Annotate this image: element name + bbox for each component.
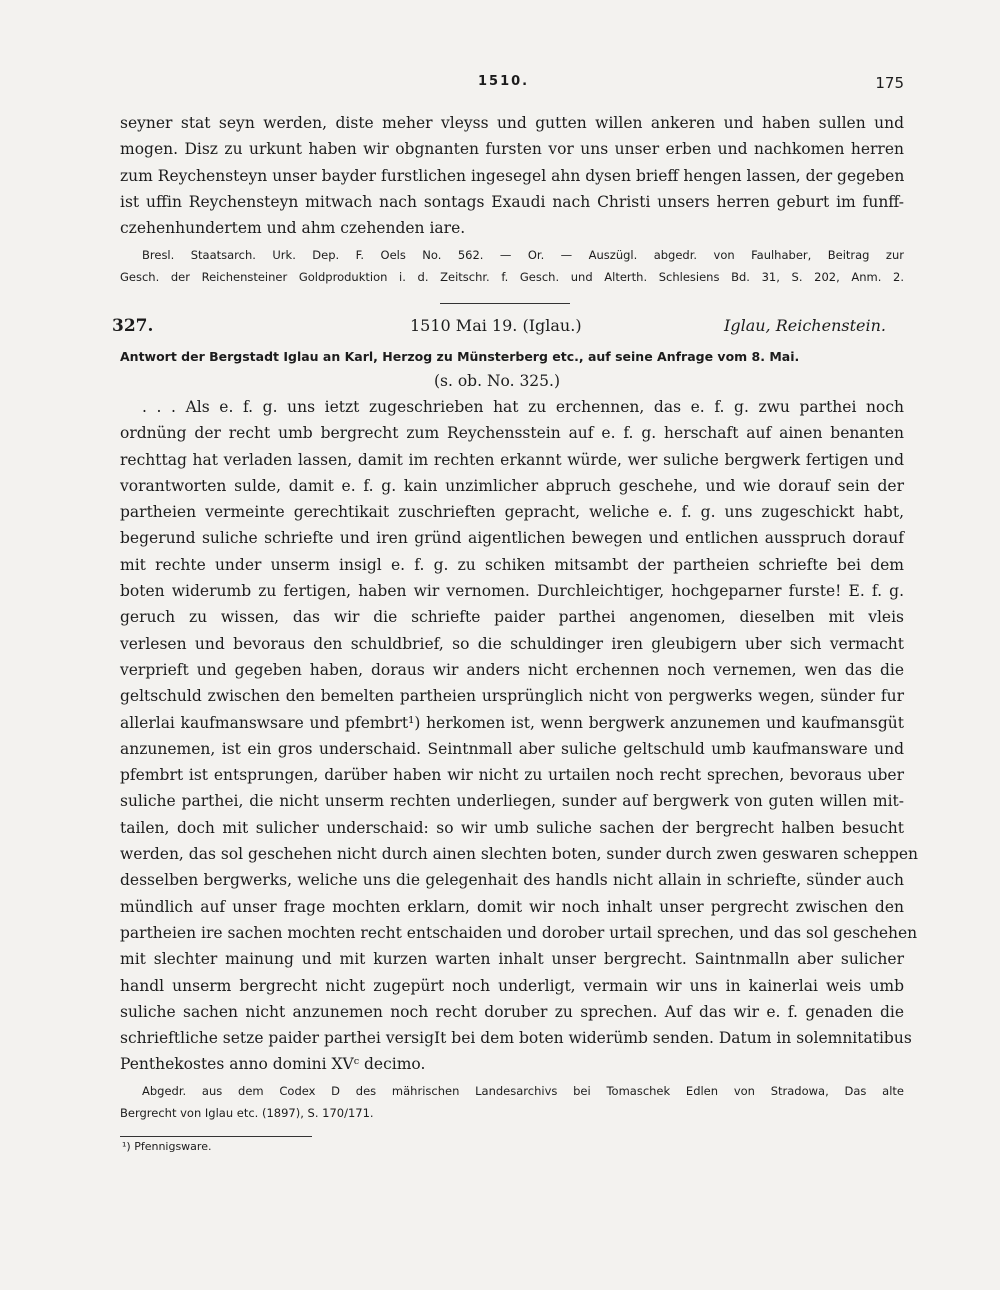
source-note-line: Gesch. der Reichensteiner Goldproduktion i. d. Zeitschr. f. Gesch. und Alterth. Schlesiens Bd. 31, S. 202, Anm. 2. [120, 270, 904, 284]
text-line: mündlich auf unser frage mochten erklarn, domit wir noch inhalt unser pergrecht zwischen den [120, 897, 904, 916]
text-line: . . . Als e. f. g. uns ietzt zugeschrieben hat zu erchennen, das e. f. g. zwu parthei noch [142, 398, 904, 416]
text-line: verprieft und gegeben haben, doraus wir anders nicht erchennen noch vernemen, wen das die [120, 660, 904, 679]
text-line: begerund suliche schriefte und iren gründ aigentlichen bewegen und entlichen ausspruch dorauf [120, 529, 904, 548]
text-line: allerlai kaufmanswsare und pfembrt¹) herkomen ist, wenn bergwerk anzunemen und kaufmansgüt [120, 713, 904, 732]
page-number: 175 [875, 74, 904, 92]
document-date: 1510 Mai 19. (Iglau.) [410, 316, 582, 335]
text-line: ist uffin Reychensteyn mitwach nach sontags Exaudi nach Christi unsers herren geburt im funff- [120, 192, 904, 211]
text-line: vorantworten sulde, damit e. f. g. kain unzimlicher abpruch geschehe, und wie dorauf sein der [120, 476, 904, 495]
text-line: pfembrt ist entsprungen, darüber haben wir nicht zu urtailen noch recht sprechen, bevoraus uber [120, 766, 904, 785]
continued-text [120, 110, 904, 241]
text-line: seyner stat seyn werden, diste meher vleyss und gutten willen ankeren und haben sullen und [120, 114, 904, 132]
document-text [120, 394, 919, 1078]
text-line: partheien ire sachen mochten recht entschaiden und dorober urtail sprechen, und das sol geschehen [120, 923, 918, 942]
text-line: geltschuld zwischen den bemelten partheien ursprünglich nicht von pergwerks wegen, sünder fur [120, 687, 904, 706]
text-line: tailen, doch mit sulicher underschaid: so wir umb suliche sachen der bergrecht halben besucht [120, 818, 904, 837]
text-line: desselben bergwerks, weliche uns die gelegenhait des handls nicht allain in schriefte, sünder auch [120, 871, 904, 890]
source-note-line: Bresl. Staatsarch. Urk. Dep. F. Oels No. 562. — Or. — Auszügl. abgedr. von Faulhaber, Beitrag zur [142, 248, 904, 262]
text-line: werden, das sol geschehen nicht durch ainen slechten boten, sunder durch zwen geswaren scheppen [120, 845, 919, 864]
document-reference: (s. ob. No. 325.) [434, 372, 560, 390]
text-line: czehenhundertem und ahm czehenden iare. [120, 219, 466, 238]
text-line: verlesen und bevoraus den schuldbrief, so die schuldinger iren gleubigern uber sich vermacht [120, 634, 904, 653]
footnote-divider [120, 1136, 312, 1137]
text-line: rechttag hat verladen lassen, damit im rechten erkannt würde, wer suliche bergwerk fertigen und [120, 450, 904, 469]
source-note [120, 244, 904, 288]
text-line: boten widerumb zu fertigen, haben wir vernomen. Durchleichtiger, hochgeparner furste! E. f. g. [120, 582, 904, 601]
source-note [120, 1080, 904, 1124]
document-number: 327. [112, 316, 154, 336]
footnote: ¹) Pfennigsware. [122, 1140, 212, 1153]
text-line: handl unserm bergrecht nicht zugepürt noch underligt, vermain wir uns in kainerlai weis umb [120, 976, 904, 995]
text-line: mit slechter mainung und mit kurzen warten inhalt unser bergrecht. Saintnmalln aber sulicher [120, 950, 904, 969]
running-head-year: 1510. [478, 74, 530, 89]
document-summary: Antwort der Bergstadt Iglau an Karl, Herzog zu Münsterberg etc., auf seine Anfrage vom 8. Mai. [120, 349, 800, 364]
section-divider [440, 303, 570, 304]
text-line: suliche parthei, die nicht unserm rechten underliegen, sunder auf bergwerk von guten willen mit- [120, 792, 904, 811]
document-place: Iglau, Reichenstein. [724, 316, 886, 335]
text-line: partheien vermeinte gerechtikait zuschrieften gepracht, weliche e. f. g. uns zugeschickt habt, [120, 503, 904, 522]
text-line: Penthekostes anno domini XVᶜ decimo. [120, 1055, 426, 1074]
text-line: ordnüng der recht umb bergrecht zum Reychensstein auf e. f. g. herschaft auf ainen benanten [120, 424, 904, 443]
text-line: geruch zu wissen, das wir die schriefte paider parthei angenomen, dieselben mit vleis [120, 608, 904, 627]
text-line: zum Reychensteyn unser bayder furstlichen ingesegel ahn dysen brieff hengen lassen, der gegeben [120, 166, 905, 185]
source-note-line: Abgedr. aus dem Codex D des mährischen Landesarchivs bei Tomaschek Edlen von Stradowa, Das alte [142, 1084, 904, 1098]
text-line: schrieftliche setze paider parthei versigIt bei dem boten widerümb senden. Datum in solemnitatibus [120, 1029, 912, 1048]
text-line: anzunemen, ist ein gros underschaid. Seintnmall aber suliche geltschuld umb kaufmansware und [120, 739, 904, 758]
document-header [112, 316, 886, 342]
text-line: mogen. Disz zu urkunt haben wir obgnanten fursten vor uns unser erben und nachkomen herren [120, 140, 904, 159]
running-head [0, 74, 1000, 96]
text-line: suliche sachen nicht anzunemen noch recht doruber zu sprechen. Auf das wir e. f. genaden die [120, 1002, 904, 1021]
source-note-line: Bergrecht von Iglau etc. (1897), S. 170/171. [120, 1106, 374, 1120]
text-line: mit rechte under unserm insigl e. f. g. zu schiken mitsambt der partheien schriefte bei dem [120, 555, 904, 574]
